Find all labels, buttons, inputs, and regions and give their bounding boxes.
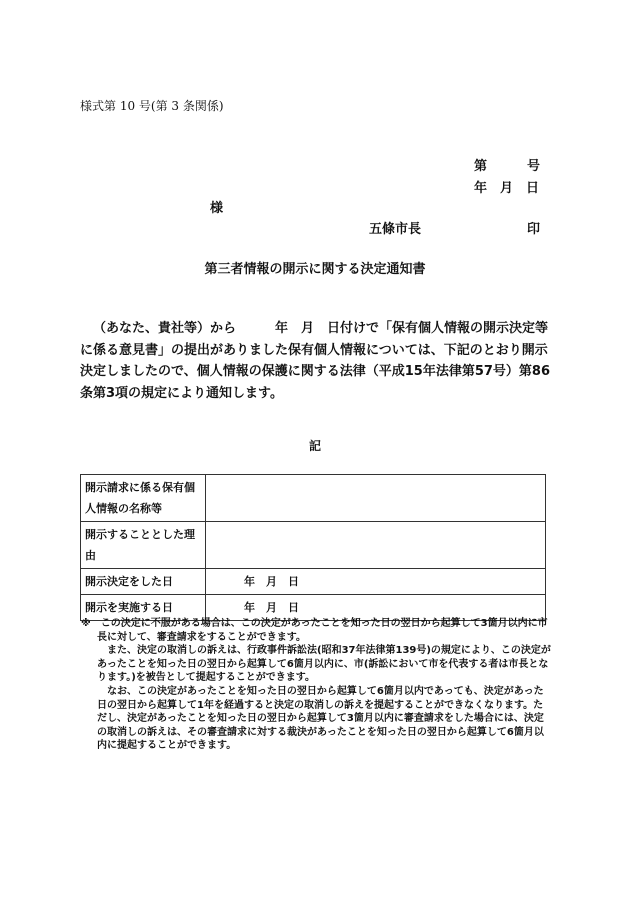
note-lawsuit: また、決定の取消しの訴えは、行政事件訴訟法(昭和37年法律第139号)の規定により、この決定があったことを知った日の翌日から起算して6箇月以内に、市(訴訟において市を代表する者は市長となります。)を被告として提起することができます。 (97, 645, 551, 684)
table-value (206, 522, 546, 569)
table-value (206, 569, 546, 595)
body-paragraph-block (80, 318, 560, 404)
note-appeal: ※ この決定に不服がある場合は、この決定があったことを知った日の翌日から起算して3箇月以内に市長に対して、審査請求をすることができます。 (81, 618, 548, 643)
table-label: 開示を実施する日 (81, 595, 206, 621)
addressee-sama: 様 (210, 201, 224, 216)
form-number: 様式第 10 号(第 3 条関係) (80, 99, 224, 113)
issue-date: 年 月 日 (474, 181, 540, 196)
table-row (81, 569, 546, 595)
number-go: 号 (527, 159, 541, 174)
notes-block (81, 617, 551, 753)
table-label: 開示請求に係る保有個人情報の名称等 (81, 475, 206, 522)
decision-date: 年 月 日 (244, 575, 299, 588)
table-value (206, 475, 546, 522)
ki-heading: 記 (308, 439, 321, 453)
sender-name: 五條市長 (369, 222, 422, 237)
info-table (80, 474, 546, 621)
table-label: 開示することとした理由 (81, 522, 206, 569)
table-label: 開示決定をした日 (81, 569, 206, 595)
body-paragraph: （あなた、貴社等）から 年 月 日付けで「保有個人情報の開示決定等に係る意見書」の提出がありました保有個人情報については、下記のとおり開示決定しましたので、個人情報の保護に関する法律（平成15年法律第57号）第86条第3項の規定により通知します。 (80, 321, 551, 401)
implementation-date: 年 月 日 (244, 601, 299, 614)
seal-mark: 印 (527, 222, 541, 237)
document-title: 第三者情報の開示に関する決定通知書 (204, 262, 426, 277)
note-deadline: なお、この決定があったことを知った日の翌日から起算して6箇月以内であっても、決定があった日の翌日から起算して1年を経過すると決定の取消しの訴えを提起することができなくなります。ただし、決定があったことを知った日の翌日から起算して3箇月以内に審査請求をした場合には、決定の取消しの訴えは、その審査請求に対する裁決があったことを知った日の翌日から起算して6箇月以内に提起することができます。 (97, 685, 544, 752)
table-row (81, 522, 546, 569)
number-dai: 第 (474, 159, 488, 174)
table-row (81, 475, 546, 522)
